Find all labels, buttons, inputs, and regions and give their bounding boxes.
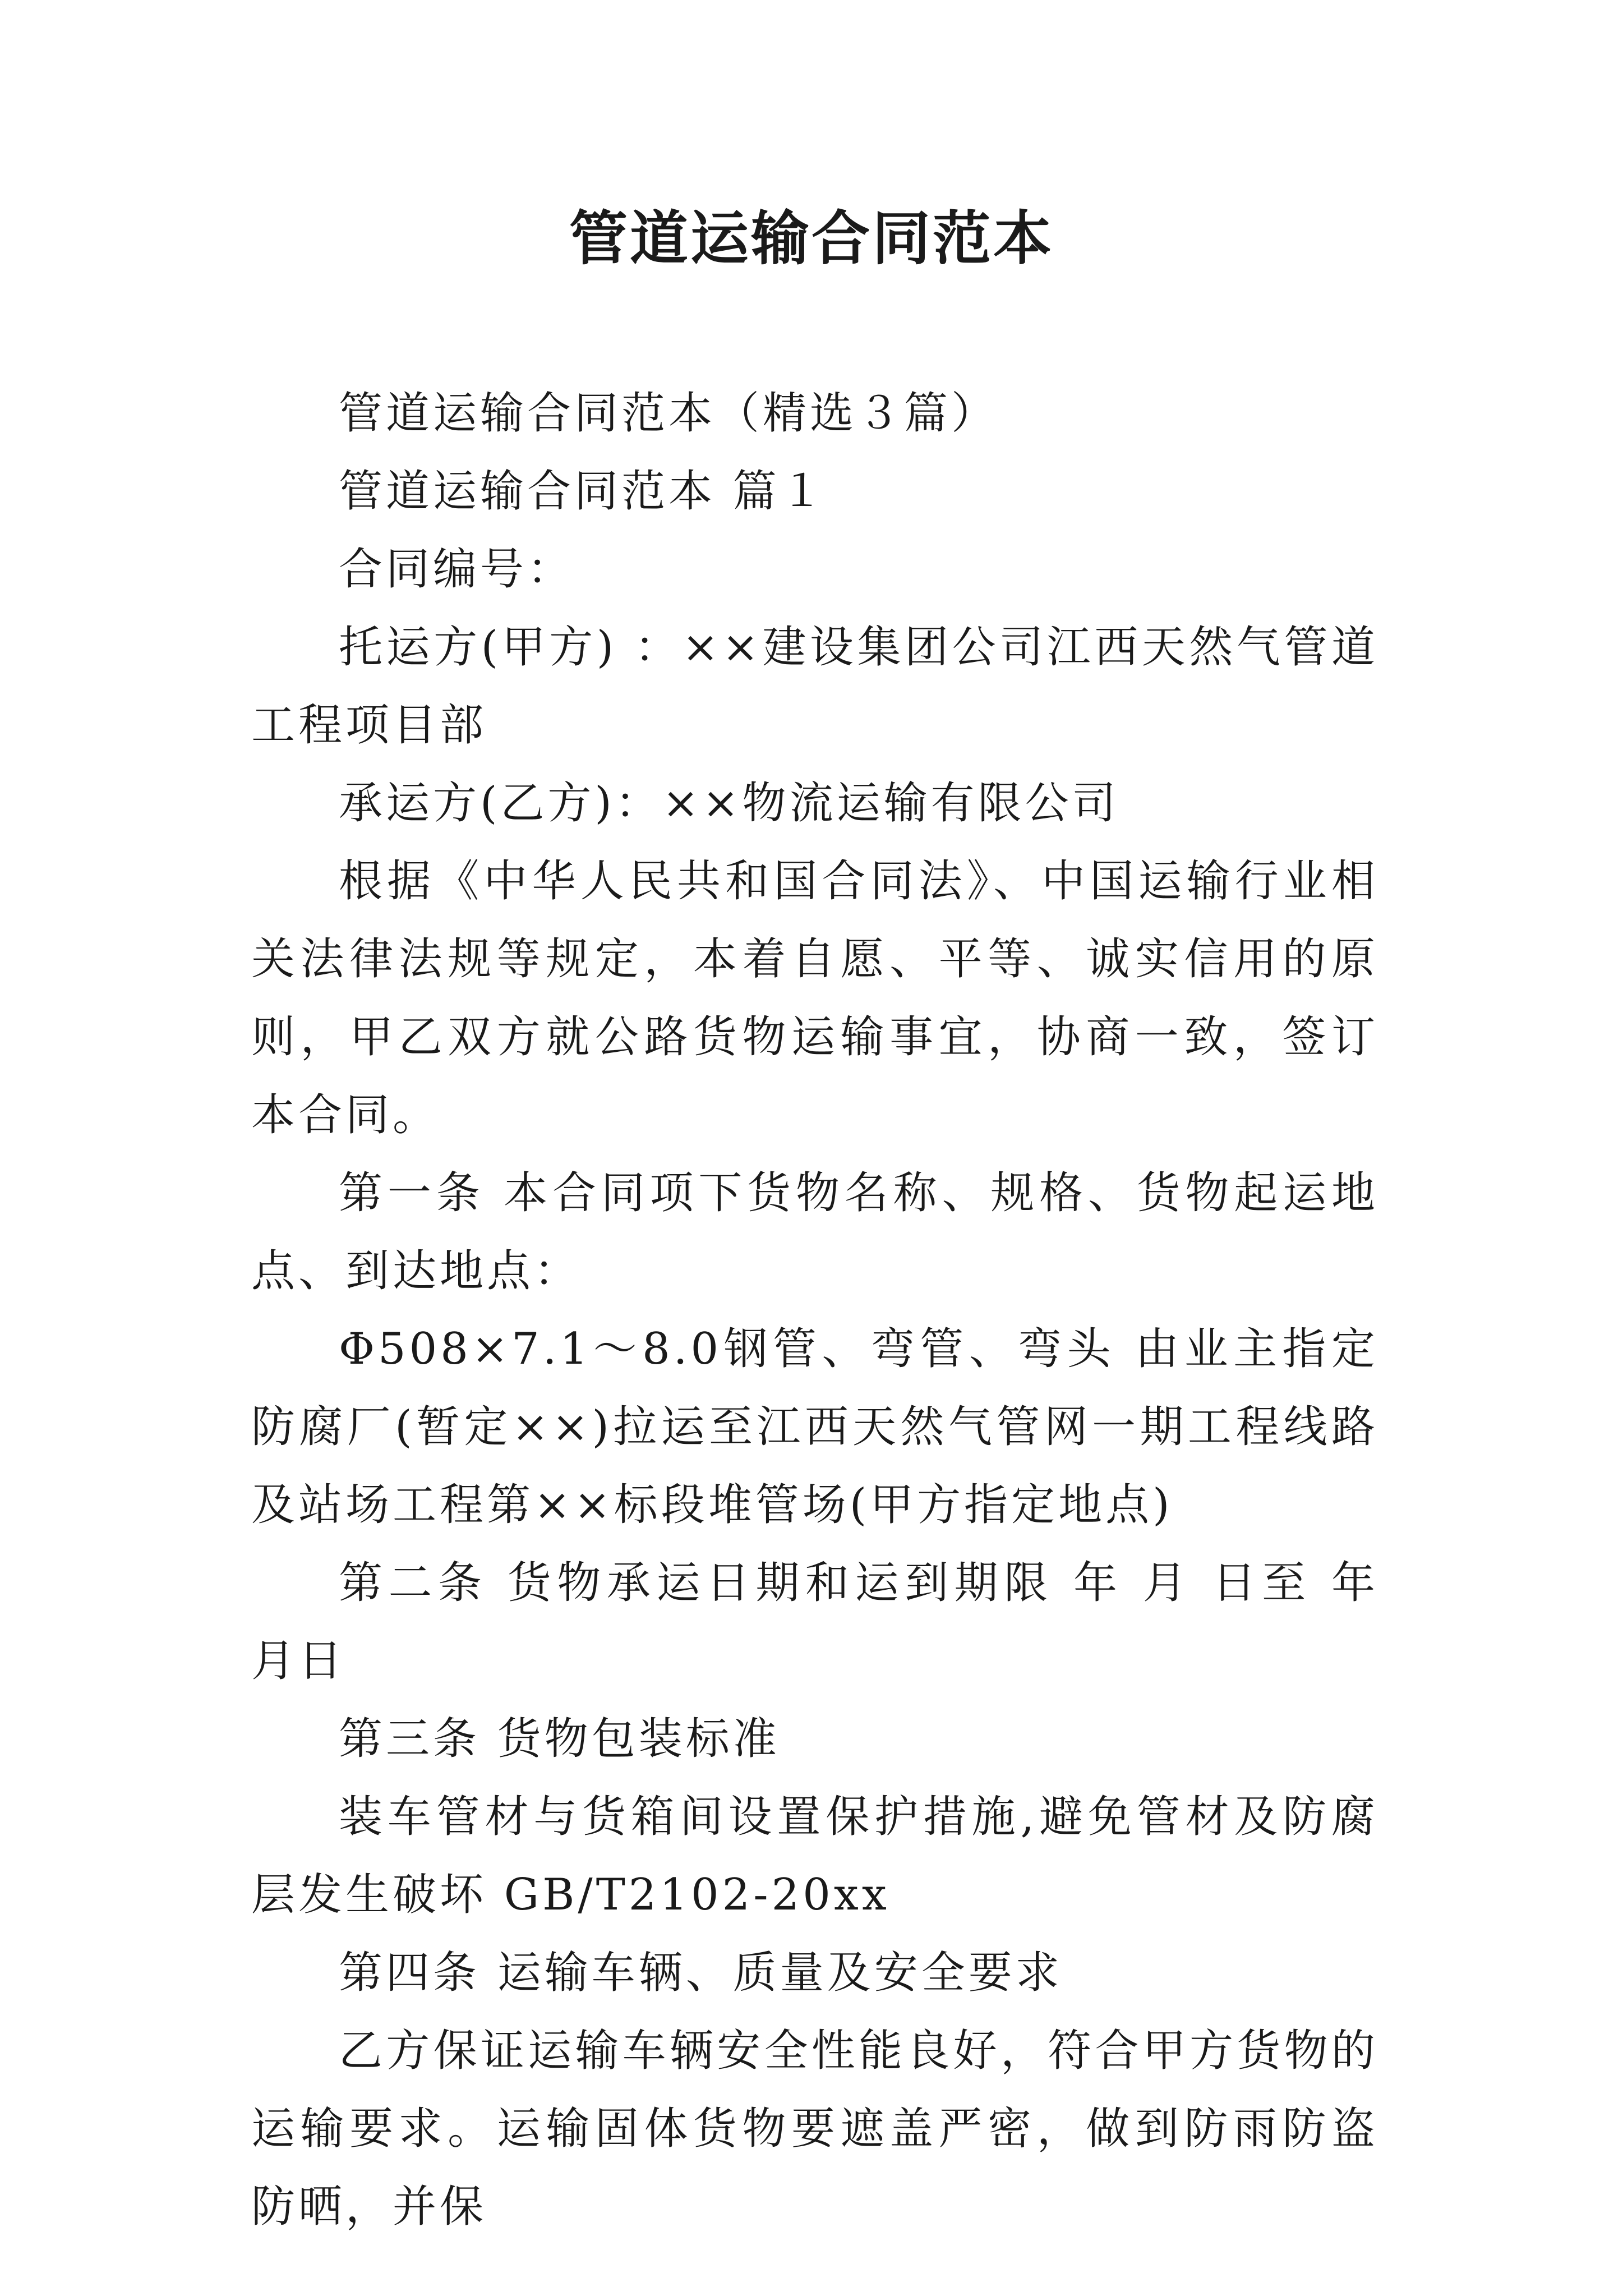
paragraph-article-3: 第三条 货物包装标准 — [339, 1714, 780, 1764]
paragraph-article-4: 第四条 运输车辆、质量及安全要求 — [339, 1948, 1063, 1998]
document-title: 管道运输合同范本 — [569, 204, 1054, 273]
paragraph-shipper: 托运方(甲方) ：××建设集团公司江西天然气管道工程项目部 — [251, 622, 1378, 751]
paragraph-preamble: 根据《中华人民共和国合同法》、中国运输行业相关法律法规等规定，本着自愿、平等、诚实信用的原则，甲乙双方就公路货物运输事宜，协商一致，签订本合同。 — [251, 856, 1378, 1140]
paragraph-vehicle-requirements: 乙方保证运输车辆安全性能良好，符合甲方货物的运输要求。运输固体货物要遮盖严密，做到防雨防盗防晒，并保 — [251, 2026, 1378, 2232]
paragraph-contract-number: 合同编号： — [339, 544, 575, 595]
paragraph-goods-spec: Φ508×7.1～8.0钢管、弯管、弯头 由业主指定防腐厂(暂定××)拉运至江西天然气管网一期工程线路及站场工程第××标段堆管场(甲方指定地点) — [251, 1324, 1378, 1530]
paragraph-carrier: 承运方(乙方)：××物流运输有限公司 — [339, 778, 1119, 829]
paragraph-packaging: 装车管材与货箱间设置保护措施,避免管材及防腐层发生破坏 GB/T2102-20xx — [251, 1792, 1378, 1920]
paragraph-article-2: 第二条 货物承运日期和运到期限 年 月 日至 年 月日 — [251, 1558, 1378, 1686]
paragraph-section-heading: 管道运输合同范本 篇１ — [339, 466, 827, 517]
document-body — [251, 375, 1378, 2246]
paragraph-subtitle: 管道运输合同范本（精选３篇） — [339, 388, 999, 439]
paragraph-article-1: 第一条 本合同项下货物名称、规格、货物起运地点、到达地点： — [251, 1168, 1378, 1296]
